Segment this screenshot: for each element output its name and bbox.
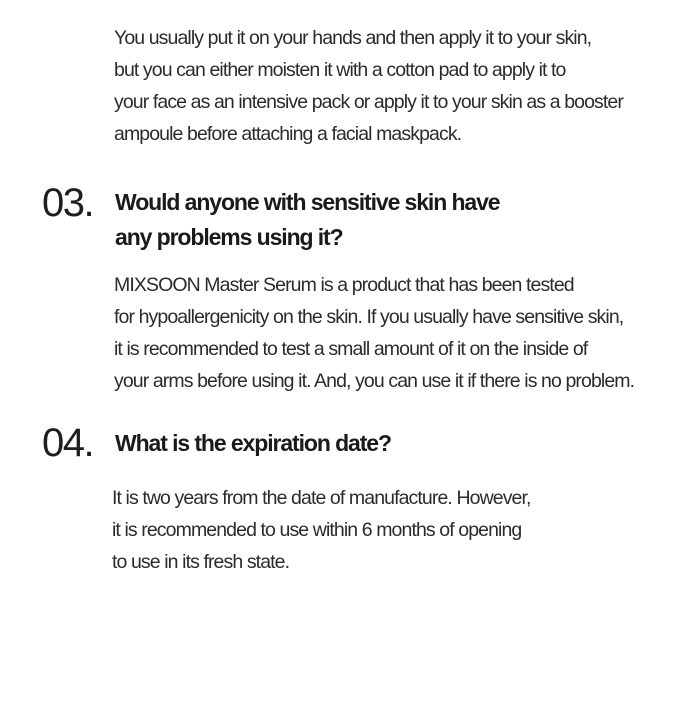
intro-line: but you can either moisten it with a cotton pad to apply it to	[114, 59, 566, 81]
faq-question	[115, 185, 500, 255]
faq-answer-line: it is recommended to use within 6 months of opening	[112, 519, 522, 541]
faq-answer	[114, 269, 634, 397]
faq-answer-line: your arms before using it. And, you can use it if there is no problem.	[114, 370, 635, 392]
faq-answer	[112, 482, 531, 578]
intro-line: your face as an intensive pack or apply it to your skin as a booster	[114, 91, 623, 113]
faq-answer-line: to use in its fresh state.	[112, 551, 290, 573]
faq-number: 03.	[42, 181, 94, 225]
faq-answer-line: it is recommended to test a small amount of it on the inside of	[114, 338, 588, 360]
faq-answer-line: It is two years from the date of manufacture. However,	[112, 487, 531, 509]
faq-question	[115, 426, 391, 461]
faq-answer-line: for hypoallergenicity on the skin. If you usually have sensitive skin,	[114, 306, 624, 328]
faq-answer-line: MIXSOON Master Serum is a product that has been tested	[114, 274, 574, 296]
intro-line: You usually put it on your hands and then apply it to your skin,	[114, 27, 592, 49]
intro-line: ampoule before attaching a facial maskpack.	[114, 123, 462, 145]
faq-question-line: Would anyone with sensitive skin have	[115, 189, 500, 215]
faq-question-line: any problems using it?	[115, 224, 343, 250]
faq-number: 04.	[42, 421, 94, 465]
faq-question-line: What is the expiration date?	[115, 430, 391, 456]
intro-paragraph	[114, 22, 623, 150]
